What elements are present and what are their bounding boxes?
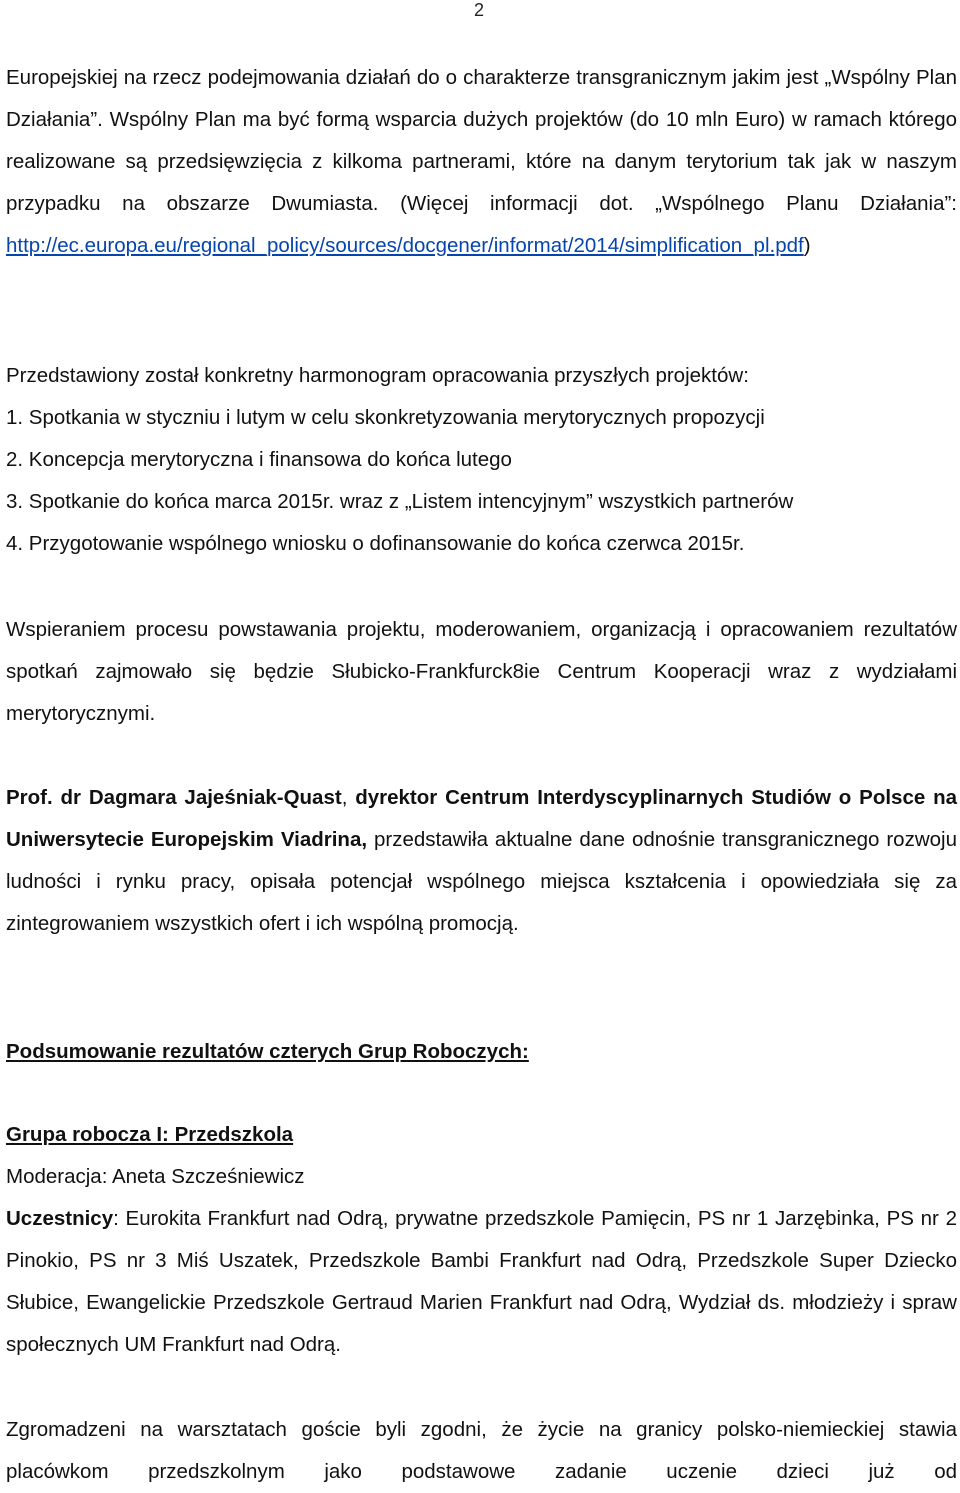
professor-paragraph (6, 777, 957, 945)
intro-text: Europejskiej na rzecz podejmowania działań do o charakterze transgranicznym jakim jest „Wspólny Plan Działania”. Wspólny Plan ma być formą wsparcia dużych projektów (do 10 mln Euro) w ramach którego realizowane są przedsięwzięcia z kilkoma partnerami, które na danym terytorium tak jak w naszym przypadku na obszarze Dwumiasta. (Więcej informacji dot. „Wspólnego Planu Działania”: (6, 66, 957, 215)
intro-paragraph (6, 57, 957, 267)
schedule-item: 3. Spotkanie do końca marca 2015r. wraz z „Listem intencyjnym” wszystkich partnerów (6, 490, 794, 513)
summary-heading: Podsumowanie rezultatów czterych Grup Roboczych: (6, 1040, 529, 1063)
participants-label: Uczestnicy (6, 1207, 114, 1230)
group1-heading: Grupa robocza I: Przedszkola (6, 1123, 294, 1146)
schedule-item: 4. Przygotowanie wspólnego wniosku o dofinansowanie do końca czerwca 2015r. (6, 532, 745, 555)
professor-role: dyrektor Centrum Interdyscyplinarnych Studiów o Polsce na Uniwersytecie Europejskim Viadrina, (6, 786, 958, 851)
schedule-item: 2. Koncepcja merytoryczna i finansowa do końca lutego (6, 448, 512, 471)
schedule-lead: Przedstawiony został konkretny harmonogram opracowania przyszłych projektów: (6, 364, 749, 387)
program-link[interactable]: http://ec.europa.eu/regional_policy/sources/docgener/informat/2014/simplification_pl.pdf (6, 234, 804, 257)
participants-list: : Eurokita Frankfurt nad Odrą, prywatne przedszkole Pamięcin, PS nr 1 Jarzębinka, PS nr 2 Pinokio, PS nr 3 Miś Uszatek, Przedszkole Bambi Frankfurt nad Odrą, Przedszkole Super Dziecko Słubice, Ewangelickie Przedszkole Gertraud Marien Frankfurt nad Odrą, Wydział ds. młodzieży i spraw społecznych UM Frankfurt nad Odrą. (6, 1207, 957, 1356)
group1-moderation: Moderacja: Aneta Szcześniewicz (6, 1165, 305, 1188)
professor-name: Prof. dr Dagmara Jajeśniak-Quast (6, 786, 342, 809)
page-number: 2 (474, 0, 485, 20)
support-paragraph: Wspieraniem procesu powstawania projektu, moderowaniem, organizacją i opracowaniem rezultatów spotkań zajmowało się będzie Słubicko-Frankfurck8ie Centrum Kooperacji wraz z wydziałami merytorycznymi. (6, 618, 957, 725)
group1-participants (6, 1198, 957, 1366)
professor-comma: , (341, 786, 348, 809)
intro-closing-paren: ) (803, 234, 811, 257)
schedule-section (6, 355, 957, 565)
schedule-item: 1. Spotkania w styczniu i lutym w celu skonkretyzowania merytorycznych propozycji (6, 406, 765, 429)
professor-statement: przedstawiła aktualne dane odnośnie transgranicznego rozwoju ludności i rynku pracy, opisała potencjał wspólnego miejsca kształcenia i opowiedziała się za zintegrowaniem wszystkich ofert i ich wspólną promocją. (6, 828, 957, 935)
group1-closing: Zgromadzeni na warsztatach goście byli zgodni, że życie na granicy polsko-niemieckiej stawia placówkom przedszkolnym jako podstawowe zadanie uczenie dzieci już od (6, 1418, 957, 1483)
